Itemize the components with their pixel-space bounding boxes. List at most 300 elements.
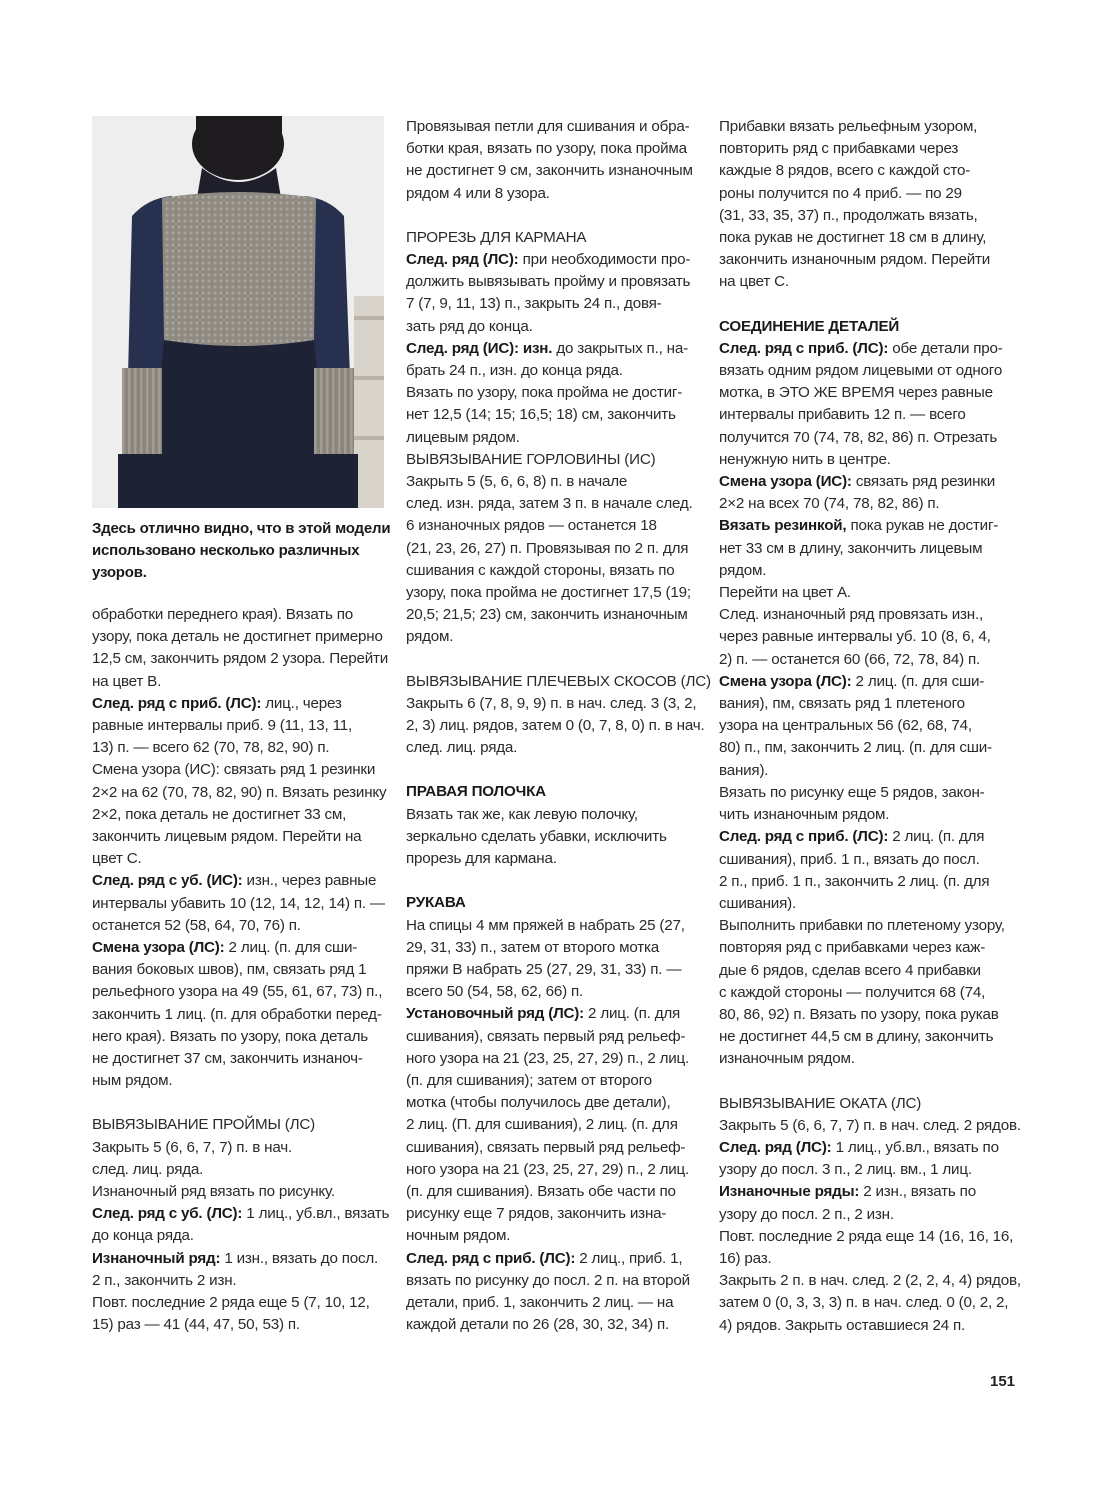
text-line [719, 893, 1015, 915]
line-text: 16) раз. [719, 1249, 772, 1267]
text-line [719, 715, 1015, 737]
line-text: вания боковых швов), пм, связать ряд 1 [92, 961, 367, 979]
text-line [406, 382, 698, 404]
line-text: через равные интервалы уб. 10 (8, 6, 4, [719, 628, 991, 646]
text-line [719, 183, 1015, 205]
bold-term: РУКАВА [406, 894, 466, 912]
text-line [406, 915, 698, 937]
line-text: 80, 86, 92) п. Вязать по узору, пока рукав [719, 1005, 999, 1023]
line-text: вязать одним рядом лицевыми от одного [719, 362, 1003, 380]
text-line [92, 1203, 390, 1225]
line-text: Прибавки вязать рельефным узором, [719, 118, 978, 135]
text-line [719, 737, 1015, 759]
line-text: 2 лиц. (п. для [888, 828, 985, 846]
text-line [719, 826, 1015, 848]
line-text: Закрыть 2 п. в нач. след. 2 (2, 2, 4, 4) рядов, [719, 1272, 1021, 1290]
text-line [719, 760, 1015, 782]
text-line [92, 759, 384, 781]
text-line [406, 693, 698, 715]
text-line [406, 538, 698, 560]
line-text: узору до посл. 3 п., 2 лиц. вм., 1 лиц. [719, 1161, 972, 1179]
line-text: сшивания). [719, 894, 796, 912]
text-line [406, 249, 698, 271]
paragraph-gap [92, 1092, 384, 1114]
line-text: должить вывязывать пройму и провязать [406, 273, 691, 291]
line-text: не достигнет 9 см, закончить изнаночным [406, 162, 693, 180]
line-text: Смена узора (ИС): связать ряд 1 резинки [92, 761, 376, 779]
paragraph-gap [719, 294, 1015, 316]
line-text: 2 изн., вязать по [859, 1183, 976, 1201]
text-line [719, 915, 1015, 937]
line-text: след. лиц. ряда. [92, 1160, 204, 1178]
bold-term: ПРАВАЯ ПОЛОЧКА [406, 783, 546, 801]
column-middle-text [406, 116, 711, 1336]
line-text: ВЫВЯЗЫВАНИЕ ПРОЙМЫ (ЛС) [92, 1116, 315, 1134]
text-line [406, 715, 705, 737]
line-text: рядом 4 или 8 узора. [406, 184, 550, 202]
paragraph-gap [719, 1071, 1015, 1093]
page-number: 151 [990, 1373, 1016, 1390]
text-line [92, 848, 384, 870]
text-line [719, 937, 1015, 959]
text-line [92, 870, 384, 892]
text-line [406, 1092, 698, 1114]
text-line [406, 271, 698, 293]
bold-term: Смена узора (ЛС): [92, 939, 225, 957]
bold-term: След. ряд с приб. (ЛС): [92, 694, 262, 712]
line-text: рядом. [719, 561, 767, 579]
bold-term: Изнаночные ряды: [719, 1183, 860, 1201]
line-text: затем 0 (0, 3, 3, 3) п. в нач. след. 0 (0, 2, 2, [719, 1294, 1009, 1312]
text-line [719, 427, 1015, 449]
line-text: брать 24 п., изн. до конца ряда. [406, 362, 623, 380]
bold-term: Смена узора (ЛС): [719, 672, 852, 690]
text-line [406, 1270, 698, 1292]
text-line [719, 604, 1015, 626]
caption-line: использовано несколько различных [92, 542, 360, 559]
line-text: Закрыть 5 (6, 6, 7, 7) п. в нач. [92, 1138, 293, 1156]
text-line [719, 449, 1015, 471]
text-line [719, 1093, 1015, 1115]
text-line [719, 671, 1015, 693]
line-text: сшивания), связать первый ряд рельеф- [406, 1027, 686, 1045]
text-line [719, 538, 1015, 560]
paragraph-gap [406, 649, 698, 671]
line-text: 2 лиц. (п. для сши- [224, 939, 358, 957]
text-line [92, 1181, 384, 1203]
line-text: вания). [719, 761, 769, 779]
line-text: обработки переднего края). Вязать по [92, 606, 354, 623]
line-text: рисунку еще 7 рядов, закончить изна- [406, 1205, 667, 1223]
line-text: Закрыть 6 (7, 8, 9, 9) п. в нач. след. 3 (3, 2, [406, 694, 697, 712]
text-line [719, 1248, 1015, 1270]
text-line [406, 404, 698, 426]
text-line [406, 937, 698, 959]
text-line [92, 937, 384, 959]
text-line [719, 138, 1015, 160]
line-text: не достигнет 37 см, закончить изнаноч- [92, 1050, 363, 1068]
line-text: Выполнить прибавки по плетеному узору, [719, 917, 1005, 935]
line-text: 2 п., приб. 1 п., закончить 2 лиц. (п. для [719, 872, 990, 890]
text-line [719, 1226, 1015, 1248]
line-text: получится 70 (74, 78, 82, 86) п. Отрезать [719, 428, 998, 446]
column-left [92, 116, 391, 1337]
text-line [719, 471, 1015, 493]
text-line [406, 959, 698, 981]
text-line [406, 338, 698, 360]
text-line [406, 826, 698, 848]
text-line [406, 1203, 698, 1225]
line-text: 2 лиц., приб. 1, [575, 1249, 683, 1267]
line-text: 20,5; 21,5; 23) см, закончить изнаночным [406, 606, 688, 624]
line-text: каждой детали по 26 (28, 30, 32, 34) п. [406, 1316, 670, 1334]
text-line [406, 781, 698, 803]
line-text: 1 изн., вязать до посл. [220, 1249, 379, 1267]
text-line [92, 1314, 384, 1336]
text-line [92, 604, 384, 626]
text-line [406, 582, 698, 604]
text-line [406, 737, 698, 759]
line-text: каждые 8 рядов, всего с каждой сто- [719, 162, 971, 180]
line-text: Вязать по узору, пока пройма не достиг- [406, 384, 683, 402]
text-line [92, 826, 384, 848]
line-text: вания), пм, связать ряд 1 плетеного [719, 695, 965, 713]
text-line [406, 1114, 698, 1136]
text-line [719, 804, 1015, 826]
line-text: дые 6 рядов, сделав всего 4 прибавки [719, 961, 981, 979]
line-text: 2 лиц. (п. для сши- [851, 672, 985, 690]
line-text: пока рукав не достигнет 18 см в длину, [719, 229, 987, 247]
line-text: На спицы 4 мм пряжей в набрать 25 (27, [406, 916, 685, 934]
line-text: Изнаночный ряд вязать по рисунку. [92, 1183, 335, 1201]
line-text: 2 п., закончить 2 изн. [92, 1271, 237, 1289]
line-text: на цвет С. [719, 273, 789, 291]
text-line [92, 1248, 384, 1270]
line-text: 2×2 на 62 (70, 78, 82, 90) п. Вязать резинку [92, 783, 387, 801]
text-line [719, 960, 1015, 982]
sweater-illustration [92, 116, 384, 508]
text-line [92, 648, 389, 670]
text-line [719, 693, 1015, 715]
line-text: чить изнаночным рядом. [719, 806, 890, 824]
line-text: ботки края, вязать по узору, пока пройма [406, 140, 687, 158]
text-line [719, 582, 1015, 604]
text-line [719, 1048, 1015, 1070]
line-text: рядом. [406, 628, 454, 646]
text-line [406, 227, 698, 249]
line-text: след. лиц. ряда. [406, 739, 518, 757]
line-text: детали, приб. 1, закончить 2 лиц. — на [406, 1293, 674, 1311]
paragraph-gap [406, 205, 698, 227]
text-line [92, 1225, 384, 1247]
text-line [719, 116, 1015, 138]
text-line [719, 338, 1015, 360]
line-text: 4) рядов. Закрыть оставшиеся 24 п. [719, 1316, 966, 1334]
bold-term: След. ряд (ИС): изн. [406, 339, 553, 357]
text-line [406, 1137, 698, 1159]
bold-term: СОЕДИНЕНИЕ ДЕТАЛЕЙ [719, 317, 900, 335]
text-line [719, 1204, 1015, 1226]
text-line [92, 804, 384, 826]
text-line [719, 982, 1015, 1004]
line-text: интервалы прибавить 12 п. — всего [719, 406, 966, 424]
text-line [406, 1070, 698, 1092]
line-text: не достигнет 44,5 см в длину, закончить [719, 1028, 994, 1046]
text-line [719, 205, 1015, 227]
line-text: 12,5 см, закончить рядом 2 узора. Перейти [92, 650, 389, 668]
text-line [406, 138, 698, 160]
line-text: Повт. последние 2 ряда еще 5 (7, 10, 12, [92, 1294, 370, 1312]
line-text: Провязывая петли для сшивания и обра- [406, 118, 690, 135]
text-line [92, 959, 384, 981]
text-line [406, 1048, 698, 1070]
line-text: След. изнаночный ряд провязать изн., [719, 606, 984, 624]
line-text: ПРОРЕЗЬ ДЛЯ КАРМАНА [406, 228, 587, 246]
text-line [406, 160, 698, 182]
text-line [406, 1159, 698, 1181]
line-text: 7 (7, 9, 11, 13) п., закрыть 24 п., довя- [406, 295, 662, 313]
text-line [406, 1292, 698, 1314]
line-text: 2 лиц. (П. для сшивания), 2 лиц. (п. для [406, 1116, 678, 1134]
text-line [92, 671, 384, 693]
text-line [406, 449, 698, 471]
caption-line: узоров. [92, 564, 147, 581]
text-line [406, 493, 698, 515]
text-line [92, 737, 384, 759]
text-line [719, 871, 1015, 893]
text-line [406, 560, 698, 582]
line-text: 80) п., пм, закончить 2 лиц. (п. для сши- [719, 739, 992, 757]
sweater-back-photo [92, 116, 384, 508]
line-text: Закрыть 5 (5, 6, 6, 8) п. в начале [406, 473, 628, 491]
text-line [92, 1114, 384, 1136]
line-text: ВЫВЯЗЫВАНИЕ ГОРЛОВИНЫ (ИС) [406, 450, 656, 468]
bold-term: След. ряд с приб. (ЛС): [406, 1249, 576, 1267]
line-text: 1 лиц., уб.вл., вязать по [831, 1138, 999, 1156]
text-line [719, 316, 1015, 338]
text-line [92, 1292, 384, 1314]
line-text: ным рядом. [92, 1072, 173, 1090]
text-line [406, 427, 698, 449]
paragraph-gap [406, 870, 698, 892]
line-text: рельефного узора на 49 (55, 61, 67, 73) п., [92, 983, 383, 1001]
text-line [406, 515, 698, 537]
line-text: ВЫВЯЗЫВАНИЕ ОКАТА (ЛС) [719, 1094, 922, 1112]
line-text: 2, 3) лиц. рядов, затем 0 (0, 7, 8, 0) п. в нач. [406, 717, 705, 735]
text-line [719, 560, 1015, 582]
line-text: 15) раз — 41 (44, 47, 50, 53) п. [92, 1316, 300, 1334]
line-text: Вязать по рисунку еще 5 рядов, закон- [719, 783, 985, 801]
text-line [406, 1225, 698, 1247]
text-line [92, 1137, 384, 1159]
column-right [719, 116, 1021, 1337]
line-text: закончить 1 лиц. (п. для обработки перед- [92, 1005, 382, 1023]
text-line [92, 1048, 384, 1070]
text-line [719, 1004, 1015, 1026]
line-text: (21, 23, 26, 27) п. Провязывая по 2 п. для [406, 539, 689, 557]
text-line [92, 782, 387, 804]
text-line [719, 1292, 1015, 1314]
line-text: (31, 33, 35, 37) п., продолжать вязать, [719, 206, 978, 224]
text-line [406, 316, 698, 338]
column-left-text [92, 604, 390, 1337]
text-line [92, 715, 384, 737]
column-right-text [719, 116, 1021, 1337]
text-line [92, 893, 384, 915]
paragraph-gap [406, 759, 698, 781]
text-line [92, 693, 384, 715]
bold-term: След. ряд с приб. (ЛС): [719, 339, 889, 357]
text-line [406, 671, 711, 693]
line-text: (п. для сшивания). Вязать обе части по [406, 1182, 676, 1200]
line-text: равные интервалы приб. 9 (11, 13, 11, [92, 717, 352, 735]
line-text: узору до посл. 2 п., 2 изн. [719, 1205, 894, 1223]
line-text: ВЫВЯЗЫВАНИЕ ПЛЕЧЕВЫХ СКОСОВ (ЛС) [406, 672, 711, 690]
text-line [719, 1181, 1015, 1203]
line-text: до закрытых п., на- [552, 339, 688, 357]
line-text: лиц., через [261, 694, 342, 712]
line-text: закончить изнаночным рядом. Перейти [719, 251, 991, 269]
text-line [406, 1003, 698, 1025]
line-text: узору, пока пройма не достигнет 17,5 (19; [406, 584, 691, 602]
line-text: закончить лицевым рядом. Перейти на [92, 828, 362, 846]
line-text: него края). Вязать по узору, пока деталь [92, 1027, 368, 1045]
line-text: мотка (чтобы получилось две детали), [406, 1094, 671, 1112]
line-text: след. изн. ряда, затем 3 п. в начале след. [406, 495, 693, 513]
line-text: цвет С. [92, 850, 142, 868]
line-text: зать ряд до конца. [406, 317, 533, 335]
line-text: Перейти на цвет А. [719, 584, 851, 602]
line-text: (п. для сшивания); затем от второго [406, 1071, 652, 1089]
text-line [406, 471, 698, 493]
line-text: изн., через равные [242, 872, 377, 890]
text-line [719, 160, 1015, 182]
line-text: Закрыть 5 (6, 6, 7, 7) п. в нач. след. 2 рядов. [719, 1116, 1021, 1134]
text-line [406, 1314, 698, 1336]
photo-caption [92, 518, 391, 584]
line-text: ненужную нить в центре. [719, 450, 891, 468]
bold-term: След. ряд (ЛС): [719, 1138, 832, 1156]
text-line [719, 1026, 1015, 1048]
line-text: с каждой стороны — получится 68 (74, [719, 983, 986, 1001]
line-text: связать ряд резинки [851, 473, 995, 491]
text-line [406, 604, 698, 626]
line-text: лицевым рядом. [406, 428, 520, 446]
line-text: сшивания), приб. 1 п., вязать до посл. [719, 850, 980, 868]
text-line [719, 1315, 1015, 1337]
text-line [406, 293, 698, 315]
line-text: 6 изнаночных рядов — останется 18 [406, 517, 657, 535]
line-text: 2) п. — останется 60 (66, 72, 78, 84) п. [719, 650, 980, 668]
line-text: останется 52 (58, 64, 70, 76) п. [92, 916, 301, 934]
line-text: 13) п. — всего 62 (70, 78, 82, 90) п. [92, 739, 330, 757]
text-line [719, 1137, 1015, 1159]
line-text: мотка, в ЭТО ЖЕ ВРЕМЯ через равные [719, 384, 993, 402]
bold-term: Установочный ряд (ЛС): [406, 1005, 585, 1023]
line-text: повторить ряд с прибавками через [719, 140, 959, 158]
text-line [719, 849, 1015, 871]
text-line [406, 116, 698, 138]
bold-term: След. ряд с приб. (ЛС): [719, 828, 889, 846]
line-text: 2×2, пока деталь не достигнет 33 см, [92, 805, 347, 823]
text-line [406, 804, 698, 826]
bold-term: След. ряд с уб. (ИС): [92, 872, 243, 890]
bold-term: Вязать резинкой, [719, 517, 847, 535]
text-line [92, 1004, 384, 1026]
column-middle [406, 116, 711, 1336]
line-text: 2 лиц. (п. для [584, 1005, 681, 1023]
line-text: ного узора на 21 (23, 25, 27, 29) п., 2 лиц. [406, 1049, 690, 1067]
line-text: всего 50 (54, 58, 62, 66) п. [406, 983, 583, 1001]
line-text: повторяя ряд с прибавками через каж- [719, 939, 986, 957]
text-line [92, 1270, 384, 1292]
line-text: вязать по рисунку до посл. 2 п. на второй [406, 1271, 690, 1289]
text-line [406, 892, 698, 914]
text-line [719, 360, 1015, 382]
text-line [719, 515, 1015, 537]
line-text: узора на центральных 56 (62, 68, 74, [719, 717, 972, 735]
line-text: 2×2 на всех 70 (74, 78, 82, 86) п. [719, 495, 940, 513]
line-text: 1 лиц., уб.вл., вязать [242, 1205, 390, 1223]
line-text: пряжи В набрать 25 (27, 29, 31, 33) п. — [406, 960, 682, 978]
line-text: пока рукав не достиг- [846, 517, 999, 535]
text-line [719, 1159, 1015, 1181]
line-text: узору, пока деталь не достигнет примерно [92, 628, 383, 646]
line-text: сшивания с каждой стороны, вязать по [406, 561, 675, 579]
text-line [406, 848, 698, 870]
text-line [406, 1181, 698, 1203]
text-line [406, 981, 698, 1003]
text-line [719, 626, 1015, 648]
line-text: нет 12,5 (14; 15; 16,5; 18) см, закончить [406, 406, 676, 424]
text-line [406, 360, 698, 382]
line-text: Вязать так же, как левую полочку, [406, 805, 638, 823]
line-text: прорезь для кармана. [406, 850, 557, 868]
line-text: при необходимости про- [518, 251, 691, 269]
text-line [719, 649, 1015, 671]
bold-term: Изнаночный ряд: [92, 1249, 221, 1267]
line-text: изнаночным рядом. [719, 1050, 855, 1068]
text-line [92, 1070, 384, 1092]
text-line [92, 1026, 384, 1048]
line-text: интервалы убавить 10 (12, 14, 12, 14) п. — [92, 894, 385, 912]
text-line [92, 981, 384, 1003]
line-text: до конца ряда. [92, 1227, 194, 1245]
text-line [406, 183, 698, 205]
bold-term: След. ряд с уб. (ЛС): [92, 1205, 243, 1223]
text-line [92, 915, 384, 937]
line-text: ночным рядом. [406, 1227, 511, 1245]
text-line [719, 493, 1015, 515]
line-text: зеркально сделать убавки, исключить [406, 827, 667, 845]
text-line [719, 227, 1015, 249]
text-line [719, 271, 1015, 293]
text-line [719, 1270, 1021, 1292]
line-text: обе детали про- [888, 339, 1003, 357]
text-line [719, 249, 1015, 271]
bold-term: След. ряд (ЛС): [406, 251, 519, 269]
line-text: сшивания), связать первый ряд рельеф- [406, 1138, 686, 1156]
line-text: ного узора на 21 (23, 25, 27, 29) п., 2 лиц. [406, 1160, 690, 1178]
text-line [719, 1115, 1021, 1137]
text-line [719, 382, 1015, 404]
text-line [92, 626, 384, 648]
caption-line: Здесь отлично видно, что в этой модели [92, 520, 391, 537]
bold-term: Смена узора (ИС): [719, 473, 852, 491]
line-text: на цвет В. [92, 672, 162, 690]
text-line [719, 404, 1015, 426]
line-text: нет 33 см в длину, закончить лицевым [719, 539, 983, 557]
